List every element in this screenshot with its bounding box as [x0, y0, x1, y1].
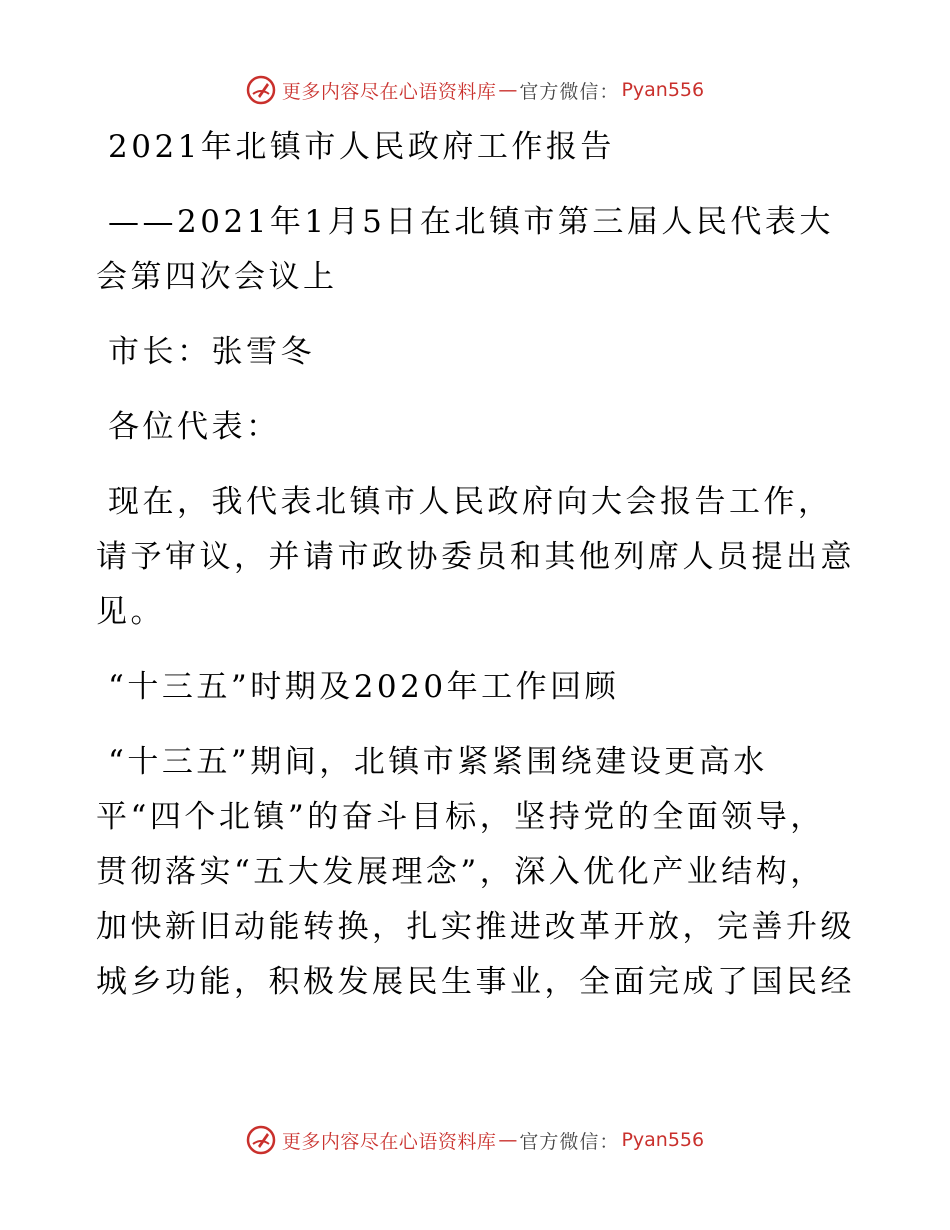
banner-account-label: 官方微信： — [519, 1130, 620, 1153]
banner-wechat-id: Pyan556 — [621, 79, 705, 101]
footer-watermark-banner — [0, 1120, 950, 1160]
book-pen-logo-icon — [246, 75, 276, 105]
book-pen-logo-icon — [246, 1125, 276, 1155]
speaker-line: 市长：张雪冬 — [108, 334, 315, 370]
document-subtitle-line-1: ——2021年1月5日在北镇市第三届人民代表大 — [108, 204, 834, 240]
banner-slogan: 更多内容尽在心语资料库 — [281, 1130, 497, 1153]
body-paragraph-line-3: 贯彻落实“五大发展理念”，深入优化产业结构， — [96, 854, 825, 890]
banner-slogan: 更多内容尽在心语资料库 — [281, 80, 497, 103]
banner-separator: — — [498, 79, 518, 101]
body-paragraph-line-5: 城乡功能，积极发展民生事业，全面完成了国民经 — [96, 964, 855, 1000]
section-heading: “十三五”时期及2020年工作回顾 — [108, 669, 620, 705]
document-title: 2021年北镇市人民政府工作报告 — [108, 129, 615, 165]
banner-separator: — — [498, 1129, 518, 1151]
intro-paragraph-line-1: 现在，我代表北镇市人民政府向大会报告工作， — [108, 484, 833, 520]
banner-account-label: 官方微信： — [519, 80, 620, 103]
header-watermark-banner — [0, 70, 950, 110]
salutation: 各位代表： — [108, 409, 281, 445]
intro-paragraph-line-3: 见。 — [96, 594, 165, 630]
body-paragraph-line-2: 平“四个北镇”的奋斗目标，坚持党的全面领导， — [96, 799, 825, 835]
intro-paragraph-line-2: 请予审议，并请市政协委员和其他列席人员提出意 — [96, 539, 855, 575]
banner-wechat-id: Pyan556 — [621, 1129, 705, 1151]
document-subtitle-line-2: 会第四次会议上 — [96, 259, 338, 295]
body-paragraph-line-1: “十三五”期间，北镇市紧紧围绕建设更高水 — [108, 744, 768, 780]
body-paragraph-line-4: 加快新旧动能转换，扎实推进改革开放，完善升级 — [96, 909, 855, 945]
document-body — [96, 120, 856, 1010]
